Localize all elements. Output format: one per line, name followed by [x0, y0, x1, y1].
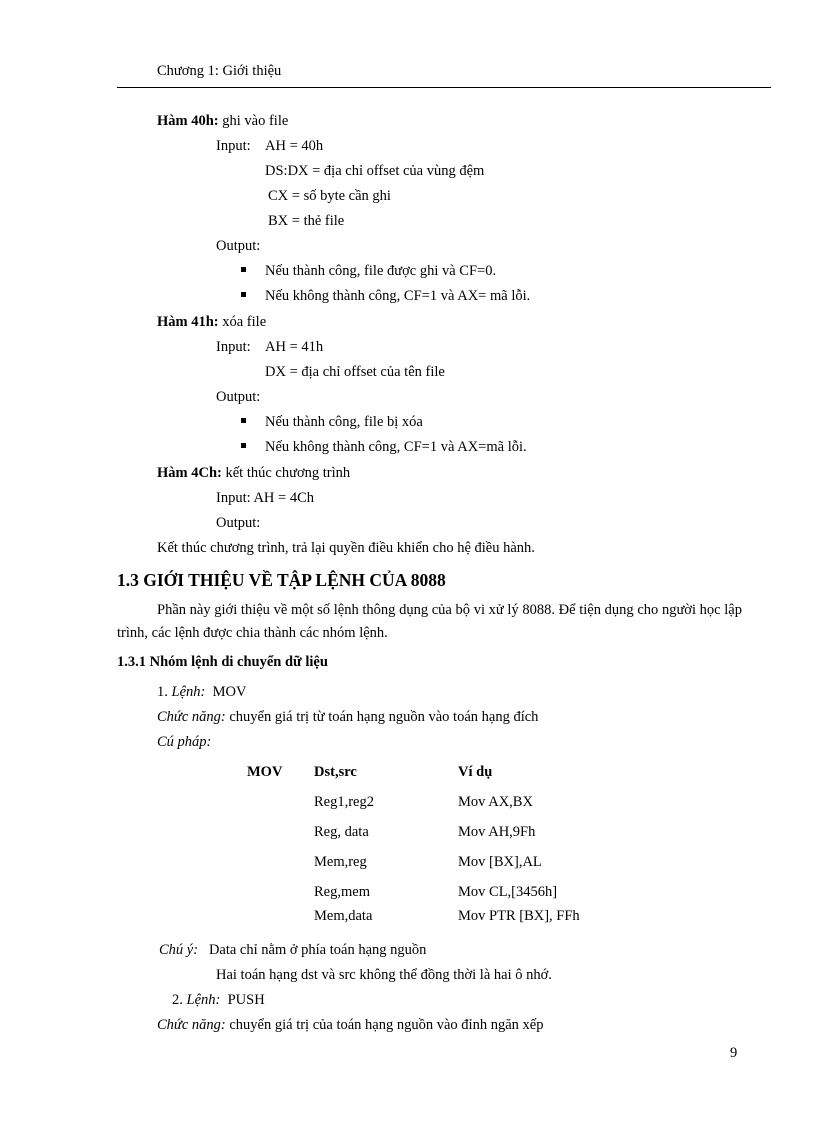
table-header-operands: Dst,src — [314, 764, 357, 780]
bullet-icon — [241, 443, 246, 448]
section-title: 1.3 GIỚI THIỆU VỀ TẬP LỆNH CỦA 8088 — [117, 570, 446, 590]
func4c-input-line: Input: AH = 4Ch — [216, 490, 315, 506]
cmd2-name: PUSH — [227, 992, 265, 1008]
table-cell-example: Mov AH,9Fh — [458, 824, 536, 840]
func40-bullet: Nếu không thành công, CF=1 và AX= mã lỗi. — [265, 288, 531, 304]
table-cell-example: Mov CL,[3456h] — [458, 884, 558, 900]
cmd2-func: chuyển giá trị của toán hạng nguồn vào đỉnh ngăn xếp — [225, 1017, 544, 1033]
func40-input-line: CX = số byte cần ghi — [268, 188, 391, 204]
func41-bullet: Nếu thành công, file bị xóa — [265, 414, 423, 430]
func40-input-label: Input: — [216, 138, 251, 154]
func4c-name: Hàm 4Ch: — [157, 465, 222, 481]
func4c-output-label: Output: — [216, 515, 261, 531]
bullet-icon — [241, 292, 246, 297]
func41-input-label: Input: — [216, 339, 251, 355]
cmd-label: Lệnh: — [186, 992, 221, 1008]
note-label: Chú ý: — [159, 942, 199, 958]
chapter-header: Chương 1: Giới thiệu — [157, 63, 282, 79]
subsection-title: 1.3.1 Nhóm lệnh di chuyển dữ liệu — [117, 654, 328, 670]
note-line1 — [159, 943, 426, 958]
func-label: Chức năng: — [157, 709, 226, 725]
syntax-label: Cú pháp: — [157, 734, 212, 750]
func40-name: Hàm 40h: — [157, 113, 219, 129]
section-intro — [117, 599, 742, 645]
func4c-heading — [157, 466, 350, 481]
func41-desc: xóa file — [218, 314, 267, 330]
cmd2-func-line — [157, 1018, 543, 1033]
cmd1-name: MOV — [212, 684, 247, 700]
func-label: Chức năng: — [157, 1017, 226, 1033]
bullet-icon — [241, 267, 246, 272]
func4c-desc: kết thúc chương trình — [221, 465, 351, 481]
cmd2-line — [172, 993, 265, 1008]
cmd2-number: 2. — [172, 992, 187, 1008]
header-rule — [117, 87, 771, 88]
table-cell-operands: Reg,mem — [314, 884, 370, 900]
table-cell-operands: Reg1,reg2 — [314, 794, 374, 810]
table-cell-operands: Mem,data — [314, 908, 373, 924]
func40-input-line: BX = thẻ file — [268, 213, 345, 229]
page-number: 9 — [730, 1045, 738, 1061]
func40-bullet: Nếu thành công, file được ghi và CF=0. — [265, 263, 497, 279]
func40-desc: ghi vào file — [218, 113, 289, 129]
func40-heading — [157, 114, 288, 129]
bullet-icon — [241, 418, 246, 423]
func41-input-line: DX = địa chỉ offset của tên file — [265, 364, 445, 380]
table-header-example: Ví dụ — [458, 764, 493, 780]
func4c-note: Kết thúc chương trình, trả lại quyền điều khiển cho hệ điều hành. — [157, 540, 535, 556]
section-intro-text: Phần này giới thiệu về một số lệnh thông dụng của bộ vi xử lý 8088. Để tiện dụng cho người học lập trình, các lệnh được chia thành các nhóm lệnh. — [117, 602, 742, 641]
table-cell-example: Mov [BX],AL — [458, 854, 542, 870]
cmd1-func-line — [157, 710, 538, 725]
func41-heading — [157, 315, 266, 330]
table-cell-example: Mov PTR [BX], FFh — [458, 908, 580, 924]
func41-output-label: Output: — [216, 389, 261, 405]
func40-output-label: Output: — [216, 238, 261, 254]
cmd1-func: chuyển giá trị từ toán hạng nguồn vào toán hạng đích — [225, 709, 539, 725]
table-cell-operands: Mem,reg — [314, 854, 367, 870]
table-mnemonic: MOV — [247, 764, 283, 780]
func40-input-line: AH = 40h — [265, 138, 324, 154]
cmd1-number: 1. — [157, 684, 172, 700]
func41-input-line: AH = 41h — [265, 339, 324, 355]
note-text-1: Data chỉ nằm ở phía toán hạng nguồn — [208, 942, 427, 958]
cmd-label: Lệnh: — [171, 684, 206, 700]
func41-bullet: Nếu không thành công, CF=1 và AX=mã lỗi. — [265, 439, 527, 455]
table-cell-operands: Reg, data — [314, 824, 369, 840]
cmd1-line — [157, 685, 246, 700]
func41-name: Hàm 41h: — [157, 314, 219, 330]
note-line2: Hai toán hạng dst và src không thể đồng thời là hai ô nhớ. — [216, 967, 552, 983]
func40-input-line: DS:DX = địa chỉ offset của vùng đệm — [265, 163, 485, 179]
table-cell-example: Mov AX,BX — [458, 794, 533, 810]
